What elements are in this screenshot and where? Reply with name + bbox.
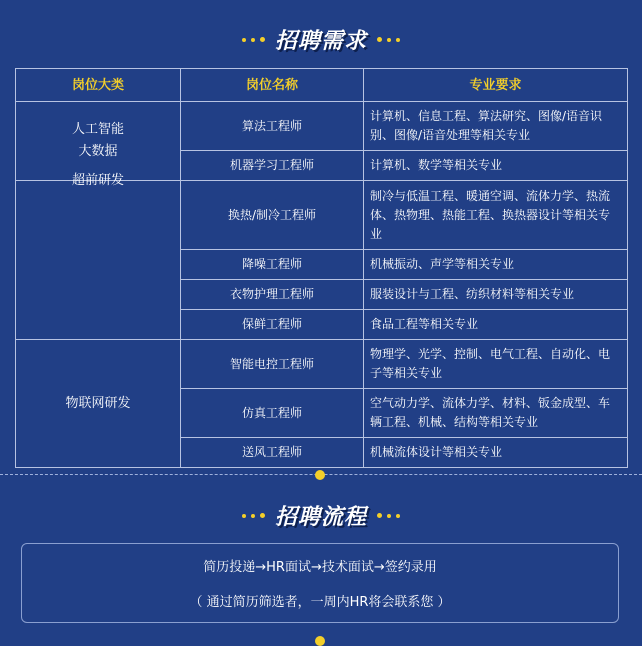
major-cell: 空气动力学、流体力学、材料、钣金成型、车辆工程、机械、结构等相关专业: [364, 389, 628, 438]
requirements-table: [15, 68, 628, 468]
process-note: （ 通过简历筛选者，一周内HR将会联系您 ）: [189, 595, 451, 610]
major-cell: 计算机、数学等相关专业: [364, 151, 628, 181]
process-panel: [21, 543, 619, 623]
position-cell: 算法工程师: [181, 102, 364, 151]
major-cell: 食品工程等相关专业: [364, 310, 628, 340]
table-header-row: [16, 69, 628, 102]
position-cell: 衣物护理工程师: [181, 280, 364, 310]
header-category: 岗位大类: [16, 69, 181, 102]
major-cell: 制冷与低温工程、暖通空调、流体力学、热流体、热物理、热能工程、换热器设计等相关专业: [364, 181, 628, 250]
position-cell: 智能电控工程师: [181, 340, 364, 389]
position-cell: 保鲜工程师: [181, 310, 364, 340]
left-dots-decoration: [242, 513, 265, 518]
position-cell: 机器学习工程师: [181, 151, 364, 181]
right-dots-decoration: [377, 37, 400, 42]
category-cell: [16, 340, 181, 468]
table-row: [16, 181, 628, 250]
table-row: [16, 340, 628, 389]
major-cell: 机械振动、声学等相关专业: [364, 250, 628, 280]
process-steps: 简历投递→HR面试→技术面试→签约录用: [203, 560, 437, 575]
position-cell: 送风工程师: [181, 438, 364, 468]
right-dots-decoration: [377, 513, 400, 518]
major-cell: 机械流体设计等相关专业: [364, 438, 628, 468]
divider-dot-decoration: [315, 470, 325, 480]
bottom-dot-decoration: [315, 636, 325, 646]
position-cell: 降噪工程师: [181, 250, 364, 280]
process-title: 招聘流程: [274, 505, 367, 530]
requirements-section-title: [0, 24, 642, 55]
header-position: 岗位名称: [181, 69, 364, 102]
header-major: 专业要求: [364, 69, 628, 102]
major-cell: 计算机、信息工程、算法研究、图像/语音识别、图像/语音处理等相关专业: [364, 102, 628, 151]
category-label: 物联网研发: [65, 395, 131, 411]
major-cell: 物理学、光学、控制、电气工程、自动化、电子等相关专业: [364, 340, 628, 389]
category-cell: [16, 102, 181, 181]
category-label: 超前研发: [71, 173, 124, 188]
left-dots-decoration: [242, 37, 265, 42]
position-cell: 换热/制冷工程师: [181, 181, 364, 250]
category-label: 人工智能 大数据: [71, 122, 124, 159]
table-row: [16, 102, 628, 151]
major-cell: 服装设计与工程、纺织材料等相关专业: [364, 280, 628, 310]
category-cell: [16, 173, 181, 340]
process-section-title: [0, 500, 642, 531]
position-cell: 仿真工程师: [181, 389, 364, 438]
requirements-title: 招聘需求: [274, 29, 367, 54]
